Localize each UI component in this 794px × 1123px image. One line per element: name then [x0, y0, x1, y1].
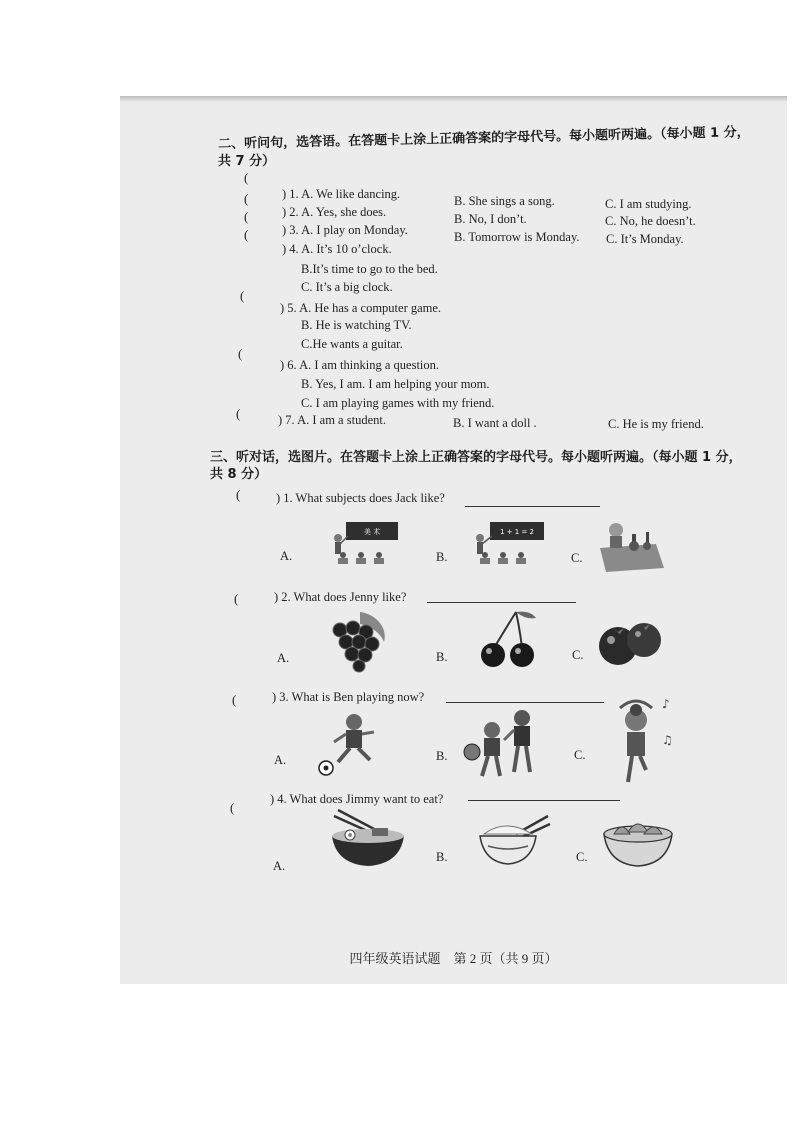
s3-q4-question: ) 4. What does Jimmy want to eat? [270, 792, 444, 806]
section2-heading-line2: 共 7 分） [218, 154, 276, 169]
s2-q5-option-b[interactable]: B. He is watching TV. [301, 318, 412, 332]
s2-q4-option-a[interactable]: ) 4. A. It’s 10 o’clock. [282, 242, 392, 256]
s3-q2-question: ) 2. What does Jenny like? [274, 590, 407, 604]
s2-q1-paren: ( [244, 170, 249, 185]
board-text-a: 美 术 [363, 528, 381, 536]
s3-q1-label-a: A. [280, 549, 293, 563]
s3-q2-paren: ( [234, 591, 239, 606]
s2-q1-option-a[interactable]: ) 1. A. We like dancing. [282, 187, 401, 201]
s2-q5-paren: ( [240, 288, 245, 303]
noodles-bowl-picture[interactable] [328, 808, 408, 870]
science-lab-picture[interactable] [596, 518, 668, 574]
s2-q7-paren: ( [236, 406, 241, 421]
s3-q1-paren: ( [236, 487, 241, 502]
s2-q3-option-a[interactable]: ) 3. A. I play on Monday. [282, 223, 408, 237]
s3-q3-label-a: A. [274, 753, 287, 767]
s2-q4-option-c[interactable]: C. It’s a big clock. [301, 280, 393, 294]
svg-text:♪: ♪ [662, 697, 670, 711]
s3-q1-question: ) 1. What subjects does Jack like? [276, 491, 445, 505]
s2-q5-option-a[interactable]: ) 5. A. He has a computer game. [280, 301, 442, 315]
s2-q7-option-a[interactable]: ) 7. A. I am a student. [278, 413, 386, 427]
s3-q3-answer-blank[interactable] [446, 702, 604, 703]
s2-q2-option-a[interactable]: ) 2. A. Yes, she does. [282, 205, 387, 219]
s2-q2-option-b[interactable]: B. No, I don’t. [454, 212, 527, 226]
s2-q6-option-a[interactable]: ) 6. A. I am thinking a question. [280, 358, 440, 372]
page-footer: 四年级英语试题 第 2 页（共 9 页） [349, 951, 558, 966]
s3-q3-label-b: B. [436, 749, 448, 763]
s3-q4-label-a: A. [273, 859, 286, 873]
section3-heading-line2: 共 8 分） [210, 467, 268, 482]
s2-q1-option-c[interactable]: C. I am studying. [605, 197, 692, 211]
section2-heading-line1: 二、听问句，选答语。在答题卡上涂上正确答案的字母代号。每小题听两遍。（每小题 1 分， [218, 124, 750, 152]
s2-q4-option-b[interactable]: B.It’s time to go to the bed. [301, 262, 438, 276]
s2-q7-option-b[interactable]: B. I want a doll . [453, 416, 537, 430]
s2-q6-option-b[interactable]: B. Yes, I am. I am helping your mom. [301, 377, 490, 391]
s2-q5-option-c[interactable]: C.He wants a guitar. [301, 337, 403, 351]
rice-bowl-picture[interactable] [476, 812, 552, 868]
s3-q3-label-c: C. [574, 748, 586, 762]
dumplings-bowl-picture[interactable] [600, 812, 676, 870]
s2-q7-option-c[interactable]: C. He is my friend. [608, 417, 704, 431]
s3-q2-label-a: A. [277, 651, 290, 665]
s2-q6-option-c[interactable]: C. I am playing games with my friend. [301, 396, 495, 410]
s2-q3-option-b[interactable]: B. Tomorrow is Monday. [454, 230, 580, 244]
s3-q1-label-b: B. [436, 550, 448, 564]
girl-dancing-picture[interactable] [596, 696, 676, 788]
tomatoes-picture[interactable] [596, 616, 670, 668]
cherries-picture[interactable] [476, 608, 540, 670]
boy-playing-football-picture[interactable] [318, 710, 390, 780]
exam-sheet [120, 96, 787, 984]
s2-q2-paren: ( [244, 191, 249, 206]
section3-heading-line1: 三、听对话，选图片。在答题卡上涂上正确答案的字母代号。每小题听两遍。（每小题 1 分， [210, 450, 742, 465]
s2-q2-option-c[interactable]: C. No, he doesn’t. [605, 214, 696, 228]
s3-q2-answer-blank[interactable] [427, 602, 576, 603]
s3-q3-question: ) 3. What is Ben playing now? [272, 690, 425, 704]
svg-text:♫: ♫ [662, 733, 673, 747]
board-text-b: 1 + 1 = 2 [500, 528, 534, 536]
s3-q4-answer-blank[interactable] [468, 800, 620, 801]
s3-q1-label-c: C. [571, 551, 583, 565]
s3-q4-paren: ( [230, 800, 235, 815]
s2-q3-option-c[interactable]: C. It’s Monday. [606, 232, 684, 246]
s3-q4-label-b: B. [436, 850, 448, 864]
s2-q3-paren: ( [244, 209, 249, 224]
grapes-picture[interactable] [326, 608, 392, 674]
s2-q1-option-b[interactable]: B. She sings a song. [454, 194, 555, 208]
s3-q3-paren: ( [232, 692, 237, 707]
s2-q6-paren: ( [238, 346, 243, 361]
s3-q1-answer-blank[interactable] [465, 506, 600, 507]
classroom-math-picture[interactable] [470, 520, 546, 570]
boys-playing-basketball-picture[interactable] [460, 706, 544, 782]
s3-q4-label-c: C. [576, 850, 588, 864]
s3-q2-label-c: C. [572, 648, 584, 662]
classroom-art-picture[interactable] [328, 520, 402, 570]
s3-q2-label-b: B. [436, 650, 448, 664]
s2-q4-paren: ( [244, 227, 249, 242]
